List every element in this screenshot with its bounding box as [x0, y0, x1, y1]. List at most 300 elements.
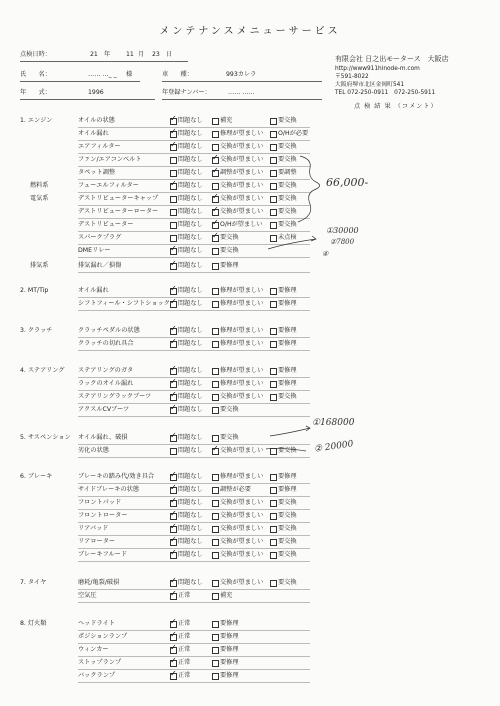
item-label: オイル漏れ、破損 — [78, 434, 128, 441]
checkbox[interactable] — [212, 222, 219, 229]
row-rule — [78, 390, 310, 391]
row-rule — [78, 561, 310, 562]
option-label: 問題なし — [178, 367, 203, 374]
checkbox[interactable] — [170, 673, 177, 680]
checkbox[interactable] — [212, 248, 219, 255]
option-label: 要交換 — [220, 234, 239, 241]
year-label: 年 式： — [20, 89, 51, 96]
checkbox[interactable] — [212, 435, 219, 442]
checkbox[interactable] — [212, 118, 219, 125]
checkbox[interactable] — [270, 170, 277, 177]
checkbox[interactable] — [212, 183, 219, 190]
option-label: 要交換 — [278, 551, 297, 558]
checkbox[interactable] — [170, 539, 177, 546]
item-label: デストリビューターキャップ — [78, 195, 159, 202]
company-zip: 〒591-8022 — [335, 74, 369, 80]
row-rule — [78, 337, 310, 338]
option-label: 要修理 — [278, 486, 297, 493]
option-label: 交換が望ましい — [220, 525, 264, 532]
option-label: 正常 — [178, 592, 191, 599]
option-label: 要交換 — [220, 434, 239, 441]
checkbox[interactable] — [212, 513, 219, 520]
option-label: 交換が望ましい — [220, 156, 264, 163]
option-label: 修理が望ましい — [220, 473, 264, 480]
row-rule — [78, 166, 310, 167]
option-label: 問題なし — [178, 287, 203, 294]
checkbox[interactable] — [170, 222, 177, 229]
date-day-unit: 日 — [166, 51, 173, 58]
date-underline — [20, 61, 188, 62]
checkbox[interactable] — [170, 235, 177, 242]
option-label: 正常 — [178, 672, 191, 679]
checkbox[interactable] — [270, 328, 277, 335]
option-label: 交換が望ましい — [220, 579, 264, 586]
option-label: 問題なし — [178, 380, 203, 387]
row-rule — [78, 602, 310, 603]
option-label: 要交換 — [278, 221, 297, 228]
checkbox[interactable] — [270, 539, 277, 546]
checkbox[interactable] — [212, 552, 219, 559]
checkbox[interactable] — [212, 157, 219, 164]
item-label: デストリビューターローター — [78, 208, 159, 215]
checkbox[interactable] — [212, 673, 219, 680]
checkbox[interactable] — [212, 328, 219, 335]
section-label: 8. 灯火類 — [20, 620, 47, 627]
option-label: 正常 — [178, 633, 191, 640]
name-suffix: 様 — [126, 71, 133, 78]
option-label: 要修理 — [278, 367, 297, 374]
checkbox[interactable] — [270, 341, 277, 348]
section-label: 4. ステアリング — [20, 367, 65, 374]
company-tel: TEL 072-250-0911 072-250-5911 — [335, 90, 436, 96]
checkbox[interactable] — [212, 539, 219, 546]
checkbox[interactable] — [270, 394, 277, 401]
option-label: 要交換 — [278, 156, 297, 163]
plug-price-2: ②7800 — [330, 238, 355, 246]
checkbox[interactable] — [270, 301, 277, 308]
subsection-label: 電気系 — [30, 195, 49, 202]
page-title: メンテナンスメニューサービス — [159, 26, 341, 37]
row-rule — [78, 656, 310, 657]
option-label: 修理が望ましい — [220, 340, 264, 347]
option-label: 要修理 — [278, 473, 297, 480]
item-label: フューエルフィルター — [78, 182, 139, 189]
checkbox[interactable] — [270, 209, 277, 216]
item-label: ブレーキの踏み代/効き具合 — [78, 473, 155, 480]
option-label: 修理が望ましい — [220, 327, 264, 334]
option-label: 要交換 — [278, 208, 297, 215]
option-label: 要修理 — [220, 262, 239, 269]
checkbox[interactable] — [270, 500, 277, 507]
checkbox[interactable] — [270, 131, 277, 138]
option-label: O/Hが必要 — [278, 130, 309, 137]
item-label: タペット調整 — [78, 169, 116, 176]
row-rule — [78, 589, 310, 590]
item-label: 磨耗/亀裂/破損 — [78, 579, 120, 586]
checkbox[interactable] — [212, 235, 219, 242]
item-label: ウィンカー — [78, 646, 109, 653]
item-label: リアローター — [78, 538, 116, 545]
checkbox[interactable] — [212, 131, 219, 138]
option-label: 要交換 — [278, 538, 297, 545]
checkbox[interactable] — [170, 157, 177, 164]
item-label: アクスルCVブーツ — [78, 406, 130, 413]
option-label: 要交換 — [278, 117, 297, 124]
susp-price-2: ② 20000 — [313, 439, 355, 455]
checkbox[interactable] — [170, 474, 177, 481]
checkbox[interactable] — [270, 288, 277, 295]
option-label: 交換が望ましい — [220, 512, 264, 519]
arrow-line-2 — [270, 428, 310, 436]
checkbox[interactable] — [212, 341, 219, 348]
company-url: http://www911hinode-m.com — [335, 66, 420, 72]
checkbox[interactable] — [212, 407, 219, 414]
checkbox[interactable] — [170, 209, 177, 216]
checkbox[interactable] — [212, 580, 219, 587]
option-label: 要修理 — [220, 620, 239, 627]
plate-label: 年登録ナンバー： — [162, 89, 211, 96]
option-label: 問題なし — [178, 393, 203, 400]
checkbox[interactable] — [170, 394, 177, 401]
plug-note: ④ — [322, 250, 329, 258]
checkbox[interactable] — [212, 301, 219, 308]
option-label: 補充 — [220, 592, 233, 599]
option-label: 問題なし — [178, 300, 203, 307]
item-label: サイドブレーキの状態 — [78, 486, 140, 493]
item-label: デストリビューター — [78, 221, 134, 228]
checkbox[interactable] — [212, 263, 219, 270]
checkbox[interactable] — [212, 593, 219, 600]
option-label: 要交換 — [278, 195, 297, 202]
option-label: 交換が望ましい — [220, 551, 264, 558]
checkbox[interactable] — [212, 660, 219, 667]
checkbox[interactable] — [270, 118, 277, 125]
checkbox[interactable] — [170, 301, 177, 308]
option-label: 修理が望ましい — [220, 287, 264, 294]
checkbox[interactable] — [170, 183, 177, 190]
option-label: 要交換 — [278, 447, 297, 454]
item-label: フロントローター — [78, 512, 128, 519]
checkbox[interactable] — [212, 144, 219, 151]
checkbox[interactable] — [212, 209, 219, 216]
option-label: 問題なし — [178, 117, 203, 124]
row-rule — [78, 483, 310, 484]
row-rule — [78, 179, 310, 180]
checkbox[interactable] — [270, 526, 277, 533]
checkbox[interactable] — [212, 394, 219, 401]
option-label: 調整が必要 — [220, 486, 251, 493]
checkbox[interactable] — [270, 513, 277, 520]
checkbox[interactable] — [212, 368, 219, 375]
row-rule — [78, 192, 310, 193]
checkbox[interactable] — [170, 368, 177, 375]
checkbox[interactable] — [170, 248, 177, 255]
option-label: 要修理 — [278, 300, 297, 307]
option-label: 問題なし — [178, 525, 203, 532]
checkbox[interactable] — [170, 131, 177, 138]
arrow-head — [311, 236, 316, 241]
checkbox[interactable] — [170, 170, 177, 177]
checkbox[interactable] — [170, 513, 177, 520]
row-rule — [78, 272, 310, 273]
option-label: 要交換 — [278, 143, 297, 150]
checkbox[interactable] — [270, 222, 277, 229]
row-rule — [78, 403, 310, 404]
item-label: ステアリングラックブーツ — [78, 393, 152, 400]
item-label: 空気圧 — [78, 592, 97, 599]
year-value: 1996 — [88, 89, 104, 96]
option-label: 問題なし — [178, 182, 203, 189]
checkbox[interactable] — [170, 621, 177, 628]
year-underline — [20, 99, 155, 100]
model-underline — [162, 81, 322, 82]
checkbox[interactable] — [170, 593, 177, 600]
checkbox[interactable] — [270, 157, 277, 164]
checkbox[interactable] — [170, 341, 177, 348]
checkbox[interactable] — [170, 196, 177, 203]
option-label: 交換が望ましい — [220, 447, 264, 454]
option-label: 要交換 — [278, 512, 297, 519]
checkbox[interactable] — [170, 328, 177, 335]
results-header: 点 検 結 果 （コメント） — [354, 103, 438, 110]
option-label: 問題なし — [178, 262, 203, 269]
item-label: ステアリングのガタ — [78, 367, 134, 374]
checkbox[interactable] — [270, 448, 277, 455]
option-label: 問題なし — [178, 473, 203, 480]
checkbox[interactable] — [212, 621, 219, 628]
option-label: 要調整 — [278, 169, 297, 176]
name-label: 氏 名： — [20, 71, 51, 78]
item-label: DMEリレー — [78, 247, 111, 254]
option-label: 修理が望ましい — [220, 367, 264, 374]
option-label: O/Hが望ましい — [220, 221, 263, 228]
option-label: 問題なし — [178, 512, 203, 519]
option-label: 問題なし — [178, 447, 203, 454]
option-label: 交換が望ましい — [220, 182, 264, 189]
item-label: オイルの状態 — [78, 117, 115, 124]
row-rule — [78, 682, 310, 683]
option-label: 要修理 — [220, 633, 239, 640]
option-label: 正常 — [178, 620, 191, 627]
option-label: 交換が望ましい — [220, 499, 264, 506]
checkbox[interactable] — [270, 552, 277, 559]
row-rule — [78, 257, 310, 258]
row-rule — [78, 509, 310, 510]
checkbox[interactable] — [170, 435, 177, 442]
date-month: 11 — [126, 51, 134, 58]
item-label: ヘッドライト — [78, 620, 115, 627]
section-label: 3. クラッチ — [20, 327, 53, 334]
row-rule — [78, 416, 310, 417]
checkbox[interactable] — [270, 235, 277, 242]
checkbox[interactable] — [270, 381, 277, 388]
checkbox[interactable] — [212, 487, 219, 494]
row-rule — [78, 548, 310, 549]
section-label: 5. サスペンション — [20, 434, 71, 441]
row-rule — [78, 231, 310, 232]
row-rule — [78, 140, 310, 141]
checkbox[interactable] — [212, 196, 219, 203]
checkbox[interactable] — [270, 487, 277, 494]
company-address: 大阪府堺市北区金岡町541 — [335, 82, 405, 88]
checkbox[interactable] — [212, 634, 219, 641]
option-label: 問題なし — [178, 327, 203, 334]
row-rule — [78, 643, 310, 644]
item-label: フロントパッド — [78, 499, 122, 506]
row-rule — [78, 496, 310, 497]
option-label: 交換が望ましい — [220, 393, 264, 400]
checkbox[interactable] — [170, 552, 177, 559]
option-label: 要修理 — [220, 659, 239, 666]
name-underline — [20, 81, 140, 82]
item-label: 劣化の状態 — [78, 447, 109, 454]
option-label: 交換が望ましい — [220, 195, 264, 202]
item-label: クラッチペダルの状態 — [78, 327, 140, 334]
option-label: 問題なし — [178, 486, 203, 493]
checkbox[interactable] — [170, 500, 177, 507]
option-label: 問題なし — [178, 169, 203, 176]
option-label: 問題なし — [178, 143, 203, 150]
checkbox[interactable] — [170, 288, 177, 295]
item-label: オイル漏れ — [78, 287, 109, 294]
checkbox[interactable] — [170, 144, 177, 151]
item-label: ストップランプ — [78, 659, 122, 666]
option-label: 要修理 — [278, 327, 297, 334]
arrow-head-2 — [306, 426, 310, 431]
company-name: 有限会社 日之出モータース 大阪店 — [335, 55, 449, 63]
option-label: 調整が望ましい — [220, 169, 264, 176]
date-year: 21 — [90, 51, 98, 58]
option-label: 問題なし — [178, 538, 203, 545]
checkbox[interactable] — [170, 526, 177, 533]
checkbox[interactable] — [170, 407, 177, 414]
option-label: 要修理 — [278, 380, 297, 387]
date-label: 点検日時： — [20, 51, 51, 58]
section-label: 6. ブレーキ — [20, 473, 53, 480]
row-rule — [78, 457, 310, 458]
name-value: …… …_ _ — [88, 71, 117, 78]
checkbox[interactable] — [170, 660, 177, 667]
option-label: 問題なし — [178, 434, 203, 441]
item-label: ポジションランプ — [78, 633, 128, 640]
checkbox[interactable] — [170, 647, 177, 654]
checkbox[interactable] — [212, 526, 219, 533]
checkbox[interactable] — [170, 381, 177, 388]
option-label: 要交換 — [278, 579, 297, 586]
checkbox[interactable] — [212, 448, 219, 455]
option-label: 問題なし — [178, 156, 203, 163]
item-label: ラックのオイル漏れ — [78, 380, 134, 387]
option-label: 補充 — [220, 117, 233, 124]
option-label: 問題なし — [178, 499, 203, 506]
row-rule — [78, 535, 310, 536]
row-rule — [78, 244, 310, 245]
option-label: 問題なし — [178, 406, 203, 413]
model-value: 993カレラ — [226, 71, 257, 78]
option-label: 問題なし — [178, 234, 203, 241]
row-rule — [78, 310, 310, 311]
option-label: 修理が望ましい — [220, 380, 264, 387]
checkbox[interactable] — [270, 144, 277, 151]
subsection-label: 燃料系 — [30, 182, 49, 189]
item-label: オイル漏れ — [78, 130, 109, 137]
item-label: スパークプラグ — [78, 234, 122, 241]
item-label: リアパッド — [78, 525, 109, 532]
model-label: 車 種： — [162, 71, 193, 78]
option-label: 要交換 — [278, 393, 297, 400]
checkbox[interactable] — [270, 580, 277, 587]
row-rule — [78, 669, 310, 670]
checkbox[interactable] — [170, 580, 177, 587]
checkbox[interactable] — [212, 500, 219, 507]
checkbox[interactable] — [270, 196, 277, 203]
section-label: 1. エンジン — [20, 117, 53, 124]
item-label: シフトフィール・シフトショック — [78, 300, 170, 307]
item-label: ブレーキフルード — [78, 551, 128, 558]
checkbox[interactable] — [212, 170, 219, 177]
checkbox[interactable] — [212, 647, 219, 654]
item-label: 排気漏れ／損傷 — [78, 262, 122, 269]
option-label: 要修理 — [220, 646, 239, 653]
row-rule — [78, 205, 310, 206]
checkbox[interactable] — [170, 634, 177, 641]
engine-total-note: 66,000- — [326, 176, 369, 189]
option-label: 要修理 — [220, 672, 239, 679]
option-label: 未点検 — [278, 234, 297, 241]
option-label: 問題なし — [178, 579, 203, 586]
checkbox[interactable] — [270, 183, 277, 190]
checkbox[interactable] — [170, 487, 177, 494]
option-label: 問題なし — [178, 221, 203, 228]
option-label: 問題なし — [178, 130, 203, 137]
row-rule — [78, 377, 310, 378]
checkbox[interactable] — [270, 368, 277, 375]
checkbox[interactable] — [170, 263, 177, 270]
option-label: 要交換 — [220, 406, 239, 413]
subsection-label: 排気系 — [30, 262, 49, 269]
option-label: 正常 — [178, 659, 191, 666]
option-label: 問題なし — [178, 247, 203, 254]
row-rule — [78, 444, 310, 445]
option-label: 交換が望ましい — [220, 538, 264, 545]
susp-price-1: ①168000 — [312, 418, 355, 428]
option-label: 問題なし — [178, 208, 203, 215]
row-rule — [78, 127, 310, 128]
checkbox[interactable] — [270, 474, 277, 481]
checkbox[interactable] — [170, 118, 177, 125]
item-label: クラッチの切れ具合 — [78, 340, 134, 347]
checkbox[interactable] — [212, 381, 219, 388]
checkbox[interactable] — [170, 448, 177, 455]
item-label: バックランプ — [78, 672, 116, 679]
item-label: ファン/エアコンベルト — [78, 156, 142, 163]
plate-underline — [162, 99, 322, 100]
item-label: エアフィルター — [78, 143, 121, 150]
row-rule — [78, 297, 310, 298]
option-label: 要交換 — [278, 525, 297, 532]
option-label: 修理が望ましい — [220, 300, 264, 307]
option-label: 交換が望ましい — [220, 208, 264, 215]
checkbox[interactable] — [212, 474, 219, 481]
checkbox[interactable] — [212, 288, 219, 295]
option-label: 要交換 — [220, 247, 239, 254]
date-day: 23 — [152, 51, 160, 58]
option-label: 問題なし — [178, 340, 203, 347]
option-label: 要交換 — [278, 182, 297, 189]
date-month-unit: 月 — [138, 51, 145, 58]
row-rule — [78, 522, 310, 523]
section-label: 2. MT/Tip — [20, 287, 49, 294]
